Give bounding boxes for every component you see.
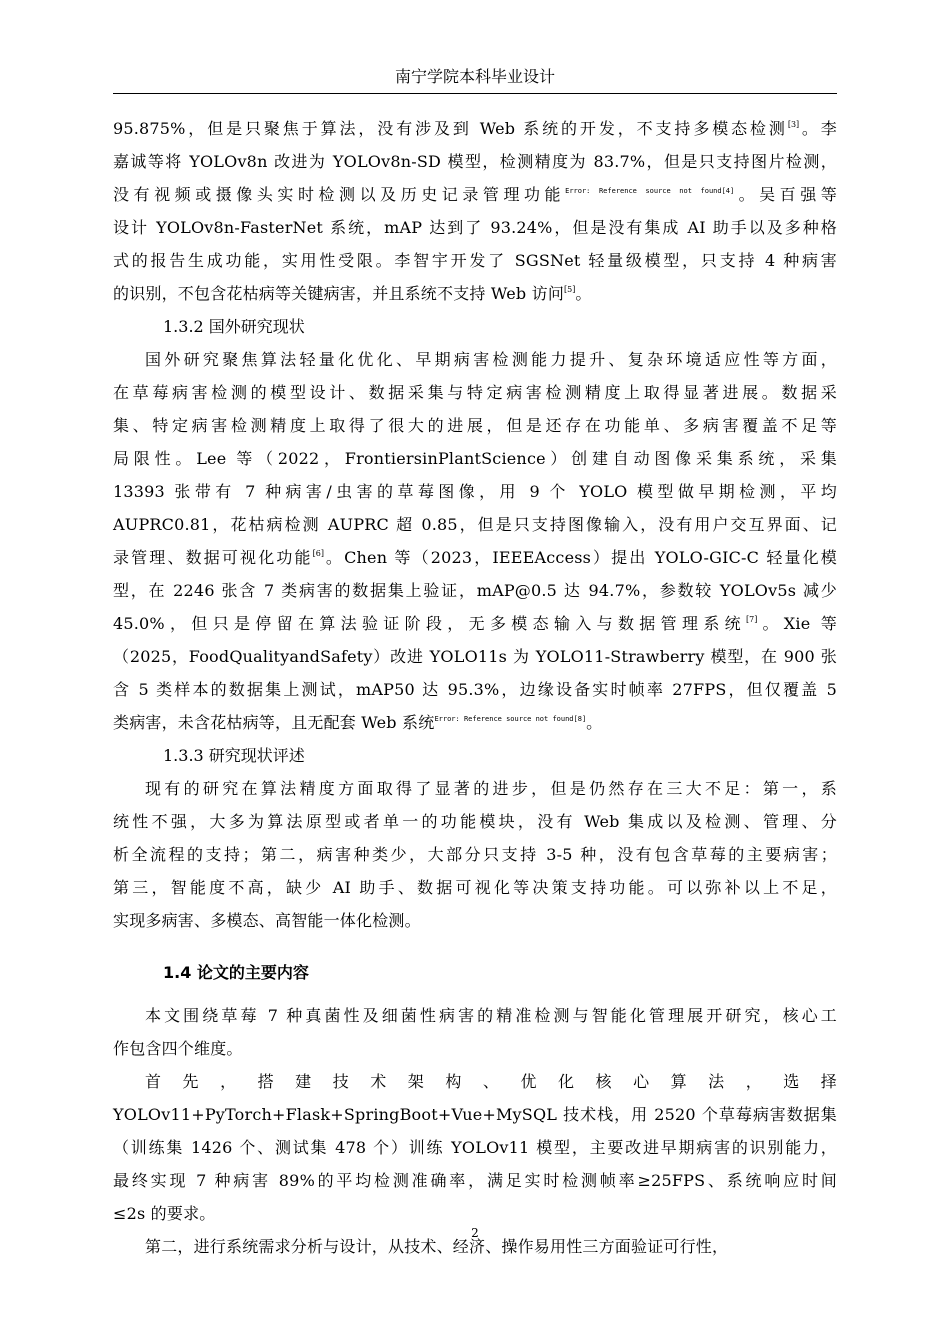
reference-error: Error: Reference source not found[8] bbox=[434, 715, 587, 723]
citation[interactable]: [3] bbox=[787, 120, 800, 129]
text-line: 没有视频或摄像头实时检测以及历史记录管理功能$^{Error: Reference source not found[4]}$。吴百强等 bbox=[113, 185, 837, 204]
text-line: 统性不强，大多为算法原型或者单一的功能模块，没有 Web 集成以及检测、管理、分 bbox=[113, 812, 837, 831]
page-header-title: 南宁学院本科毕业设计 bbox=[394, 67, 555, 86]
text-line: （2025，FoodQualityandSafety）改进 YOLO11s 为 YOLO11-Strawberry 模型，在 900 张 bbox=[113, 647, 837, 666]
text-line: 的识别，不包含花枯病等关键病害，并且系统不支持 Web 访问[5]。 bbox=[113, 284, 592, 303]
text-line: 国外研究聚焦算法轻量化优化、早期病害检测能力提升、复杂环境适应性等方面， bbox=[145, 350, 837, 369]
text-line: 本文围绕草莓 7 种真菌性及细菌性病害的精准检测与智能化管理展开研究，核心工 bbox=[145, 1006, 837, 1025]
text-line: 作包含四个维度。 bbox=[113, 1039, 243, 1058]
text-line: 型，在 2246 张含 7 类病害的数据集上验证，mAP@0.5 达 94.7%，参数较 YOLOv5s 减少 bbox=[113, 581, 837, 600]
text-line: 现有的研究在算法精度方面取得了显著的进步，但是仍然存在三大不足：第一，系 bbox=[145, 779, 837, 798]
text-line: 实现多病害、多模态、高智能一体化检测。 bbox=[113, 911, 421, 930]
text-line: 95.875%，但是只聚焦于算法，没有涉及到 Web 系统的开发，不支持多模态检测[3]。李 bbox=[113, 119, 837, 138]
document-body bbox=[113, 112, 837, 1263]
text-line: 在草莓病害检测的模型设计、数据采集与特定病害检测精度上取得显著进展。数据采 bbox=[113, 383, 837, 402]
text-line: AUPRC0.81，花枯病检测 AUPRC 超 0.85，但是只支持图像输入，没有用户交互界面、记 bbox=[113, 515, 837, 534]
text-line: 录管理、数据可视化功能[6]。Chen 等（2023，IEEEAccess）提出 YOLO-GIC-C 轻量化模 bbox=[113, 548, 837, 567]
reference-error: Error: Reference source not found[4] bbox=[565, 187, 735, 195]
text-line: （训练集 1426 个、测试集 478 个）训练 YOLOv11 模型，主要改进早期病害的识别能力， bbox=[113, 1138, 837, 1157]
text-line: 式的报告生成功能，实用性受限。李智宇开发了 SGSNet 轻量级模型，只支持 4 种病害 bbox=[113, 251, 837, 270]
citation[interactable]: [6] bbox=[312, 549, 324, 558]
section-heading-1-4: 1.4 论文的主要内容 bbox=[163, 963, 309, 982]
text-line: 含 5 类样本的数据集上测试，mAP50 达 95.3%，边缘设备实时帧率 27FPS，但仅覆盖 5 bbox=[113, 680, 837, 699]
paragraph-research-review bbox=[113, 772, 837, 937]
header-divider bbox=[113, 93, 837, 94]
text-line: 首先，搭建技术架构、优化核心算法，选择 bbox=[145, 1072, 837, 1091]
text-line: 类病害，未含花枯病等，且无配套 Web 系统$^{Error: Reference source not found[8]}$。 bbox=[113, 713, 603, 732]
section-heading-1-3-3: 1.3.3 研究现状评述 bbox=[163, 746, 305, 765]
text-line: 局限性。Lee 等（2022，FrontiersinPlantScience）创建自动图像采集系统，采集 bbox=[113, 449, 837, 468]
text-line: 13393 张带有 7 种病害/虫害的草莓图像，用 9 个 YOLO 模型做早期检测，平均 bbox=[113, 482, 837, 501]
paragraph-first bbox=[113, 1065, 837, 1230]
citation[interactable]: [5] bbox=[564, 285, 576, 294]
text-line: 45.0%，但只是停留在算法验证阶段，无多模态输入与数据管理系统[7]。Xie 等 bbox=[113, 614, 837, 633]
text-line: 设计 YOLOv8n-FasterNet 系统，mAP 达到了 93.24%，但是没有集成 AI 助手以及多种格 bbox=[113, 218, 837, 237]
paragraph-main-content-intro bbox=[113, 999, 837, 1065]
page-number: 2 bbox=[471, 1226, 479, 1240]
paragraph-domestic-continued bbox=[113, 112, 837, 310]
section-heading-1-3-2: 1.3.2 国外研究现状 bbox=[163, 317, 305, 336]
paragraph-foreign-research bbox=[113, 343, 837, 739]
text-line: 集、特定病害检测精度上取得了很大的进展，但是还存在功能单、多病害覆盖不足等 bbox=[113, 416, 837, 435]
text-line: ≤2s 的要求。 bbox=[113, 1204, 216, 1223]
text-line: 第三，智能度不高，缺少 AI 助手、数据可视化等决策支持功能。可以弥补以上不足， bbox=[113, 878, 837, 897]
text-line: 第二，进行系统需求分析与设计，从技术、经济、操作易用性三方面验证可行性， bbox=[145, 1237, 729, 1256]
text-line: 嘉诚等将 YOLOv8n 改进为 YOLOv8n-SD 模型，检测精度为 83.7%，但是只支持图片检测， bbox=[113, 152, 837, 171]
citation[interactable]: [7] bbox=[745, 615, 758, 624]
text-line: 最终实现 7 种病害 89%的平均检测准确率，满足实时检测帧率≥25FPS、系统响应时间 bbox=[113, 1171, 837, 1190]
text-line: 析全流程的支持；第二，病害种类少，大部分只支持 3-5 种，没有包含草莓的主要病害； bbox=[113, 845, 837, 864]
text-line: YOLOv11+PyTorch+Flask+SpringBoot+Vue+MySQL 技术栈，用 2520 个草莓病害数据集 bbox=[113, 1105, 837, 1124]
